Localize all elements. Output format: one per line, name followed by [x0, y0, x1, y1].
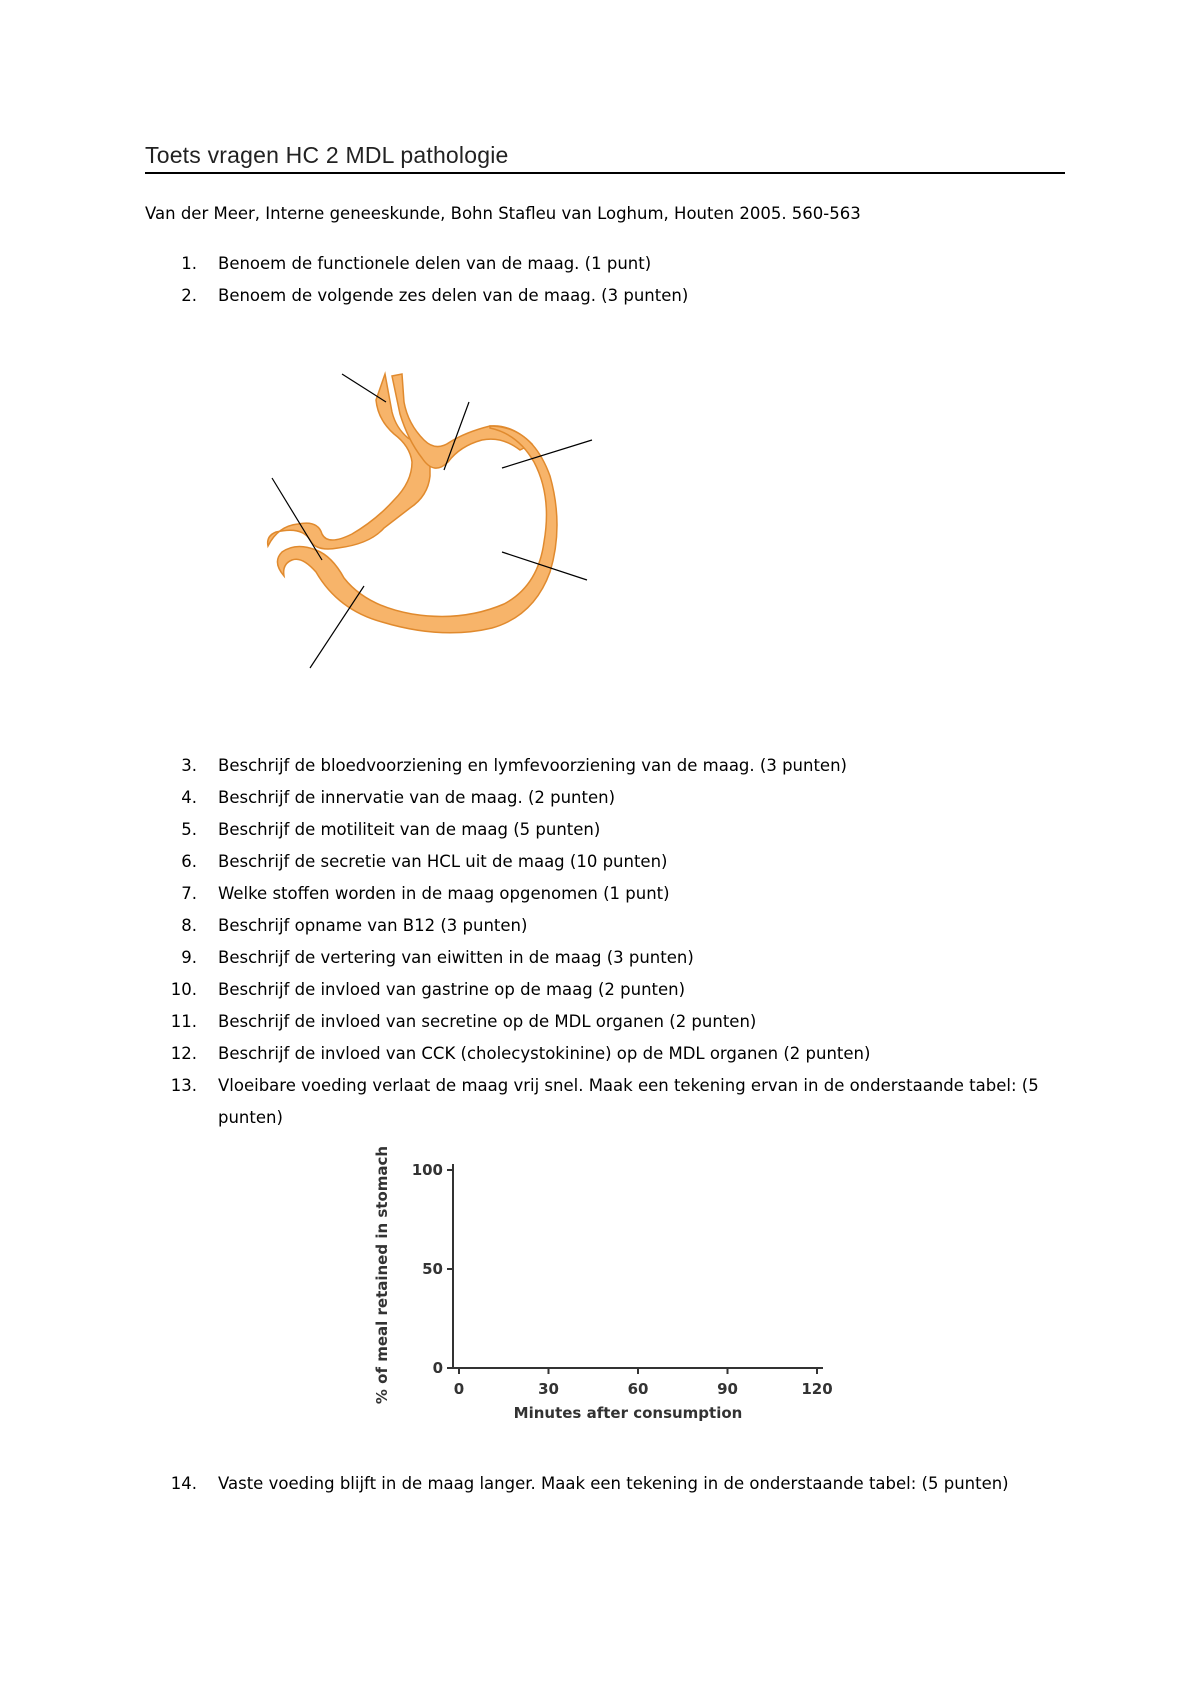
question-item	[145, 846, 1065, 878]
x-tick-label: 120	[801, 1380, 833, 1398]
question-text: Beschrijf de secretie van HCL uit de maag (10 punten)	[218, 852, 668, 871]
question-number: 6.	[181, 852, 197, 871]
x-tick-label: 90	[717, 1380, 738, 1398]
question-text: Welke stoffen worden in de maag opgenomen (1 punt)	[218, 884, 670, 903]
stomach-diagram	[262, 366, 602, 676]
title-rule	[145, 172, 1065, 174]
question-number: 11.	[170, 1012, 197, 1031]
page-title: Toets vragen HC 2 MDL pathologie	[145, 142, 509, 168]
x-tick-label: 30	[538, 1380, 559, 1398]
question-item	[145, 782, 1065, 814]
question-number: 1.	[181, 254, 197, 273]
x-tick-label: 0	[453, 1380, 465, 1398]
question-number: 5.	[181, 820, 197, 839]
question-number: 2.	[181, 286, 197, 305]
question-item	[145, 1006, 1065, 1038]
esophagus-outer-wall	[268, 374, 430, 549]
question-number: 13.	[170, 1076, 197, 1095]
question-text: Beschrijf de invloed van secretine op de MDL organen (2 punten)	[218, 1012, 757, 1031]
question-number: 3.	[181, 756, 197, 775]
question-text: Benoem de volgende zes delen van de maag. (3 punten)	[218, 286, 689, 305]
question-item	[145, 814, 1065, 846]
x-tick-label: 60	[627, 1380, 649, 1398]
question-item	[145, 1070, 1065, 1134]
question-text: Beschrijf de motiliteit van de maag (5 punten)	[218, 820, 601, 839]
question-item	[145, 1038, 1065, 1070]
question-list	[145, 248, 688, 312]
question-text: Benoem de functionele delen van de maag. (1 punt)	[218, 254, 652, 273]
question-number: 7.	[181, 884, 197, 903]
question-item	[145, 248, 688, 280]
question-list	[145, 750, 1065, 1134]
question-number: 4.	[181, 788, 197, 807]
question-number: 8.	[181, 916, 197, 935]
chart-layer	[373, 1146, 833, 1422]
question-number: 14.	[170, 1474, 197, 1493]
question-text: Beschrijf de vertering van eiwitten in de maag (3 punten)	[218, 948, 694, 967]
question-text: Vaste voeding blijft in de maag langer. Maak een tekening in de onderstaande tabel: (5 punten)	[218, 1474, 1009, 1493]
question-text: Vloeibare voeding verlaat de maag vrij snel. Maak een tekening ervan in de onderstaande tabel: (5 punten)	[218, 1076, 1039, 1127]
question-text: Beschrijf de innervatie van de maag. (2 punten)	[218, 788, 616, 807]
y-axis-label: % of meal retained in stomach	[373, 1145, 391, 1405]
question-text: Beschrijf de invloed van gastrine op de maag (2 punten)	[218, 980, 686, 999]
question-list	[145, 1468, 1065, 1500]
question-item	[145, 1468, 1065, 1500]
empty-chart	[355, 1142, 855, 1432]
question-text: Beschrijf de invloed van CCK (cholecystokinine) op de MDL organen (2 punten)	[218, 1044, 871, 1063]
reference-line: Van der Meer, Interne geneeskunde, Bohn Stafleu van Loghum, Houten 2005. 560-563	[145, 204, 861, 223]
question-number: 9.	[181, 948, 197, 967]
question-item	[145, 910, 1065, 942]
question-number: 10.	[170, 980, 197, 999]
y-tick-label: 0	[432, 1359, 443, 1377]
question-text: Beschrijf de bloedvoorziening en lymfevoorziening van de maag. (3 punten)	[218, 756, 847, 775]
question-number: 12.	[170, 1044, 197, 1063]
question-item	[145, 750, 1065, 782]
question-item	[145, 974, 1065, 1006]
question-item	[145, 280, 688, 312]
x-axis-label: Minutes after consumption	[513, 1404, 743, 1422]
question-item	[145, 942, 1065, 974]
y-tick-label: 100	[411, 1161, 443, 1179]
y-tick-label: 50	[422, 1260, 443, 1278]
question-text: Beschrijf opname van B12 (3 punten)	[218, 916, 528, 935]
question-item	[145, 878, 1065, 910]
